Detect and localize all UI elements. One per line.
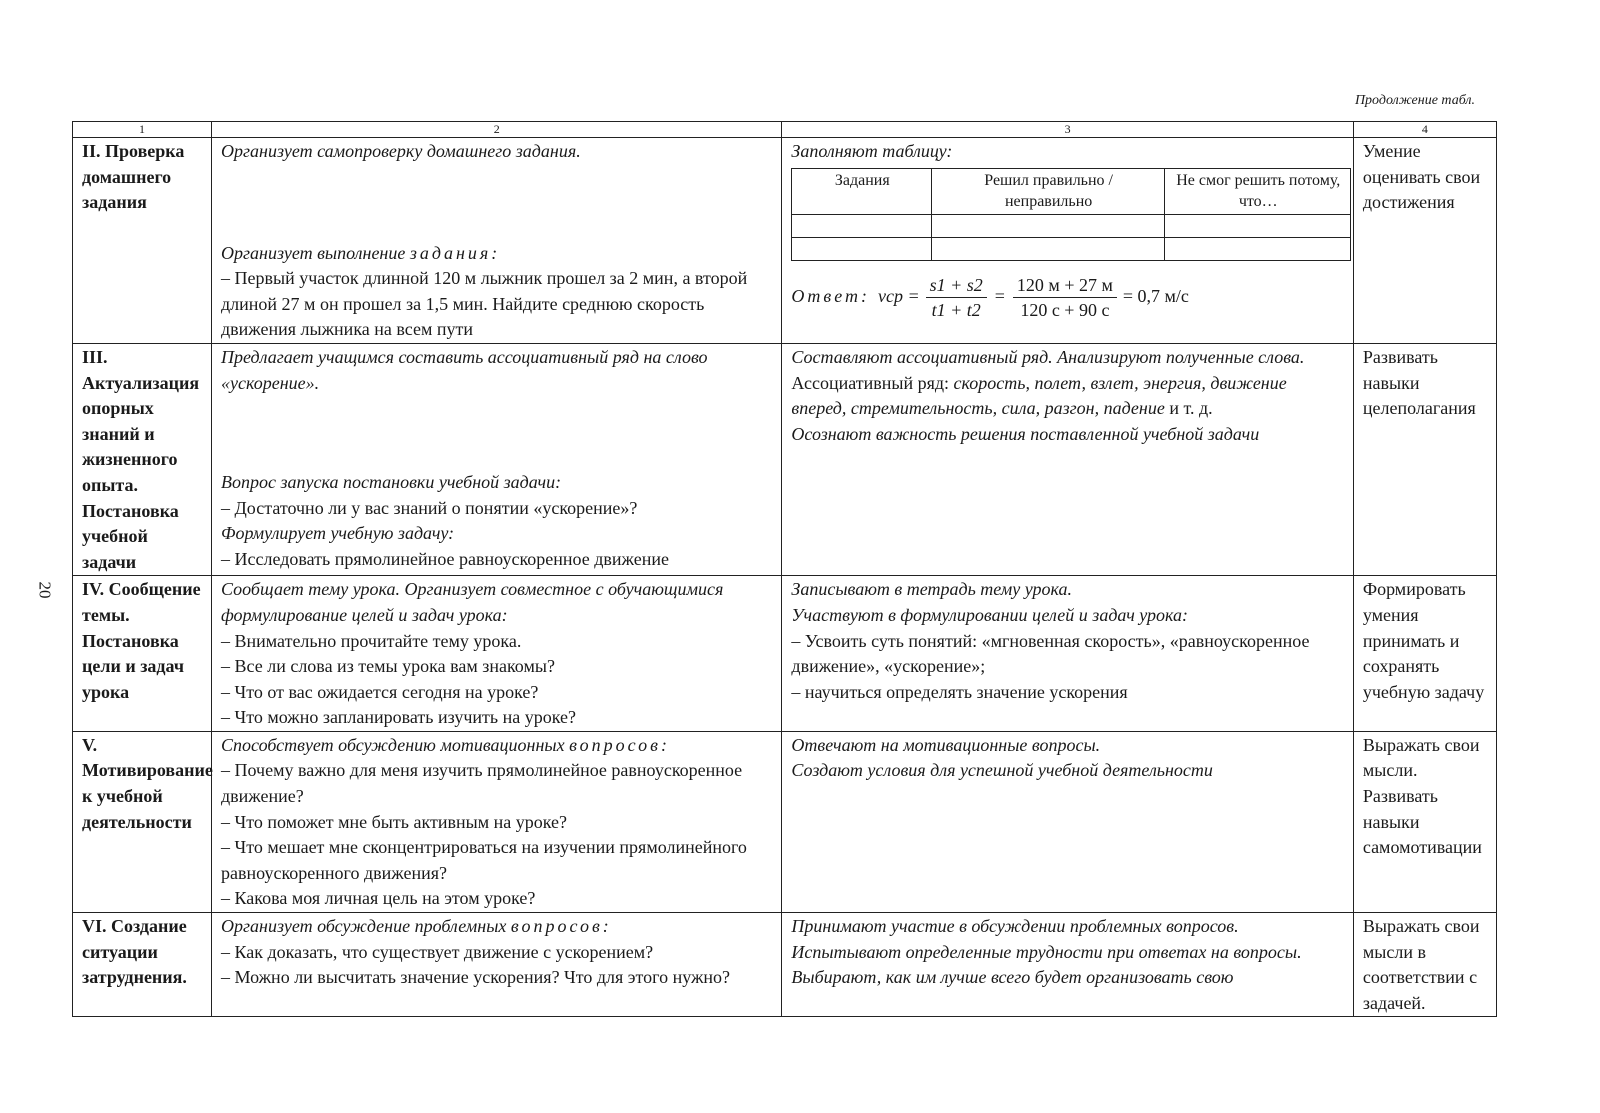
teacher-text: Вопрос запуска постановки учебной задачи:: [221, 472, 562, 493]
students-text: Записывают в тетрадь тему урока.: [791, 579, 1072, 600]
students-text: Ассоциативный ряд: скорость, полет, взлет, энергия, движение вперед, стремительность, сила, разгон, падение и т. д.: [791, 372, 1287, 419]
teacher-cell: [212, 138, 782, 344]
stage-cell: III. Актуализация опорных знаний и жизненного опыта. Постановка учебной задачи: [73, 343, 212, 575]
column-number: 2: [212, 122, 782, 138]
teacher-cell: [212, 343, 782, 575]
teacher-text: – Достаточно ли у вас знаний о понятии «ускорение»?: [221, 497, 638, 518]
result-cell: Формировать умения принимать и сохранять учебную задачу: [1353, 576, 1496, 732]
students-cell: [782, 138, 1353, 344]
teacher-cell: [212, 731, 782, 912]
table-row: [73, 343, 1497, 575]
stage-cell: V. Мотивирование к учебной деятельности: [73, 731, 212, 912]
column-numbers-row: [73, 122, 1497, 138]
teacher-text: – Что можно запланировать изучить на уроке?: [221, 707, 576, 728]
students-text: Заполняют таблицу:: [791, 141, 953, 161]
table-row: [73, 138, 1497, 344]
table-row: [73, 731, 1497, 912]
self-check-header: Решил правильно / неправильно: [932, 168, 1165, 214]
teacher-text: – Почему важно для меня изучить прямолинейное равноускоренное движение?: [221, 760, 743, 807]
stage-cell: IV. Сообщение темы. Постановка цели и задач урока: [73, 576, 212, 732]
students-text: – Усвоить суть понятий: «мгновенная скорость», «равноускоренное движение», «ускорение»;: [791, 630, 1310, 677]
teacher-text: – Все ли слова из темы урока вам знакомы?: [221, 656, 555, 677]
result-cell: Умение оценивать свои достижения: [1353, 138, 1496, 344]
table-row: [73, 576, 1497, 732]
teacher-text: – Исследовать прямолинейное равноускоренное движение: [221, 548, 669, 569]
students-text: Создают условия для успешной учебной деятельности: [791, 760, 1213, 781]
self-check-header: Не смог решить потому, что…: [1165, 168, 1351, 214]
column-number: 1: [73, 122, 212, 138]
column-number: 3: [782, 122, 1353, 138]
teacher-cell: [212, 576, 782, 732]
teacher-text: – Внимательно прочитайте тему урока.: [221, 630, 522, 651]
students-text: Принимают участие в обсуждении проблемных вопросов.: [791, 916, 1239, 937]
result-cell: Выражать свои мысли. Развивать навыки самомотивации: [1353, 731, 1496, 912]
teacher-text: – Что поможет мне быть активным на уроке?: [221, 811, 567, 832]
students-text: Испытывают определенные трудности при ответах на вопросы.: [791, 941, 1302, 962]
stage-cell: VI. Создание ситуации затруднения.: [73, 913, 212, 1017]
teacher-text: – Что от вас ожидается сегодня на уроке?: [221, 681, 539, 702]
students-text: Осознают важность решения поставленной учебной задачи: [791, 423, 1260, 444]
lesson-table: [72, 121, 1497, 1017]
teacher-text: Организует выполнение задания:: [221, 242, 501, 263]
continuation-label: Продолжение табл.: [1354, 93, 1475, 108]
students-text: Выбирают, как им лучше всего будет организовать свою: [791, 967, 1234, 988]
page-number: 20: [35, 581, 55, 599]
teacher-text: Организует самопроверку домашнего задания.: [221, 141, 581, 161]
teacher-text: – Можно ли высчитать значение ускорения? Что для этого нужно?: [221, 967, 731, 988]
result-cell: Развивать навыки целеполагания: [1353, 343, 1496, 575]
teacher-text: – Первый участок длинной 120 м лыжник прошел за 2 мин, а второй длиной 27 м он прошел за 1,5 мин. Найдите среднюю скорость движения лыжника на всем пути: [221, 268, 748, 340]
students-text: – научиться определять значение ускорения: [791, 681, 1128, 702]
teacher-text: Предлагает учащимся составить ассоциативный ряд на слово «ускорение».: [221, 346, 708, 393]
teacher-cell: [212, 913, 782, 1017]
teacher-text: – Какова моя личная цель на этом уроке?: [221, 888, 536, 909]
students-text: Участвуют в формулировании целей и задач урока:: [791, 604, 1188, 625]
students-cell: [782, 343, 1353, 575]
stage-cell: II. Проверка домашнего задания: [73, 138, 212, 344]
teacher-text: – Что мешает мне сконцентрироваться на изучении прямолинейного равноускоренного движения?: [221, 837, 747, 883]
teacher-text: – Как доказать, что существует движение с ускорением?: [221, 941, 654, 962]
students-cell: [782, 576, 1353, 732]
students-text: Составляют ассоциативный ряд. Анализируют полученные слова.: [791, 346, 1305, 367]
teacher-text: Способствует обсуждению мотивационных вопросов:: [221, 734, 670, 755]
column-number: 4: [1353, 122, 1496, 138]
teacher-text: Формулирует учебную задачу:: [221, 523, 455, 544]
students-cell: [782, 913, 1353, 1017]
self-check-table: [791, 168, 1351, 261]
result-cell: Выражать свои мысли в соответствии с задачей.: [1353, 913, 1496, 1017]
teacher-text: Сообщает тему урока. Организует совместное с обучающимися формулирование целей и задач урока:: [221, 579, 724, 625]
self-check-header: Задания: [792, 168, 932, 214]
students-text: Отвечают на мотивационные вопросы.: [791, 734, 1101, 755]
table-row: [73, 913, 1497, 1017]
students-cell: [782, 731, 1353, 912]
answer-formula: Ответ: vср = $\frac{s1 + s2}{t1 + t2}$ = $\frac{120 м + 27 м}{120 с + 90 с}$ = 0,7 м/с: [791, 274, 1189, 320]
teacher-text: Организует обсуждение проблемных вопросов:: [221, 916, 612, 937]
